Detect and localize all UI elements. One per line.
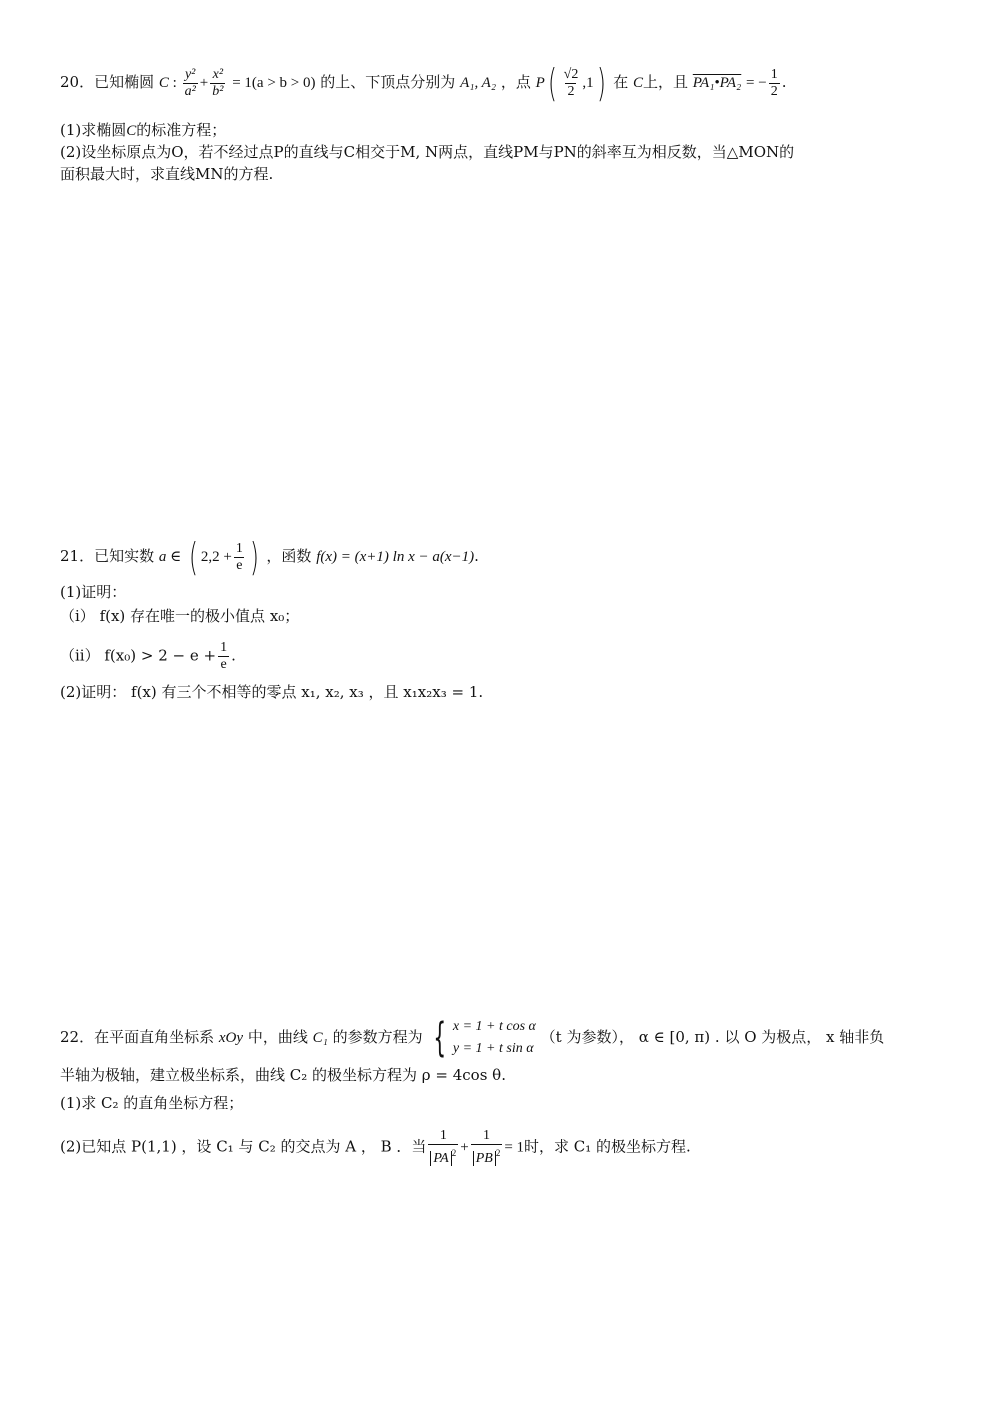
q20-frac-y: $\frac{\text{y²}}{\text{a²}}$ — [184, 66, 196, 99]
q21-part1-ii: （ii） f(x₀) > 2 − e + $\frac{1}{e}$ . — [60, 640, 236, 672]
q21-statement: 21．已知实数 a ∈ ( 2,2 + $\frac{1}{e}$ ) ，函数 f(x) = (x+1) ln x − a(x−1). — [60, 535, 479, 579]
q22-statement: 22．在平面直角坐标系 xOy 中，曲线 C₁ 的参数方程为 { x = 1 + t cos α y = 1 + t sin α （t 为参数）， α ∈ [0, π) . 以 O 为极点， x 轴非负 — [60, 1015, 885, 1061]
q22-param-x: x = 1 + t cos α — [452, 1019, 536, 1034]
q20-part2-line2: 面积最大时，求直线MN的方程. — [60, 165, 274, 183]
q20-number: 20．已知椭圆 — [60, 73, 155, 91]
q21-function: f(x) = (x+1) ln x − a(x−1) — [316, 549, 475, 565]
q22-param-system: { x = 1 + t cos α y = 1 + t sin α — [433, 1015, 536, 1061]
q20-statement: 20．已知椭圆 C : $\frac{\text{y²}}{\text{a²}}$ + $\frac{\text{x²}}{\text{b²}}$ = 1(a > b > 0) 的上、下顶点分别为 A₁, A₂ ，点 P( $\frac{√2}{2}$ ,1) 在 C上，且 PA₁•PA₂ = − $\frac{1}{2}$ . — [60, 61, 787, 105]
q21-part2: (2)证明： f(x) 有三个不相等的零点 x₁, x₂, x₃ ，且 x₁x₂x₃ = 1. — [60, 683, 484, 701]
q20-eq-rest: = 1(a > b > 0) — [232, 75, 316, 91]
q20-point: P — [535, 75, 545, 91]
q20-point-frac: $\frac{√2}{2}$ — [563, 66, 579, 99]
q22-part1: (1)求 C₂ 的直角坐标方程； — [60, 1094, 244, 1112]
q22-frac-pb: $\frac{1}{PB ^2}$ — [471, 1128, 503, 1167]
q21-number: 21．已知实数 — [60, 547, 155, 565]
q22-part2: (2)已知点 P(1,1) ，设 C₁ 与 C₂ 的交点为 A ， B ．当 $\frac{1}{PA ^2}$ + $\frac{1}{PB ^2}$ = 1时，求 C₁ 的极坐标方程. — [60, 1128, 691, 1166]
q20-dot-product: PA₁•PA₂ — [692, 75, 742, 91]
q22-param-y: y = 1 + t sin α — [452, 1041, 534, 1056]
q22-line2: 半轴为极轴，建立极坐标系，曲线 C₂ 的极坐标方程为 ρ = 4cos θ. — [60, 1066, 506, 1084]
q20-part1: (1)求椭圆C的标准方程； — [60, 121, 227, 139]
q21-part1: (1)证明： — [60, 583, 127, 601]
q20-dot-value: $\frac{1}{2}$ — [770, 66, 778, 99]
q21-part1-i: （i） f(x) 存在唯一的极小值点 x₀； — [60, 607, 300, 625]
q20-part2-line1: (2)设坐标原点为O，若不经过点P的直线与C相交于M, N两点，直线PM与PN的斜率互为相反数，当△MON的 — [60, 143, 795, 161]
q20-vertices: A₁, A₂ — [460, 75, 497, 91]
q20-frac-x: $\frac{\text{x²}}{\text{b²}}$ — [212, 66, 224, 99]
q21-range-start: 2,2 + — [200, 549, 232, 565]
q22-frac-pa: $\frac{1}{PA ^2}$ — [428, 1128, 458, 1167]
q21-part1-ii-frac: $\frac{1}{e}$ — [220, 640, 228, 672]
q22-number: 22．在平面直角坐标系 — [60, 1028, 215, 1046]
q20-ellipse-label: C — [158, 75, 169, 91]
q21-range-frac: $\frac{1}{e}$ — [235, 540, 243, 573]
